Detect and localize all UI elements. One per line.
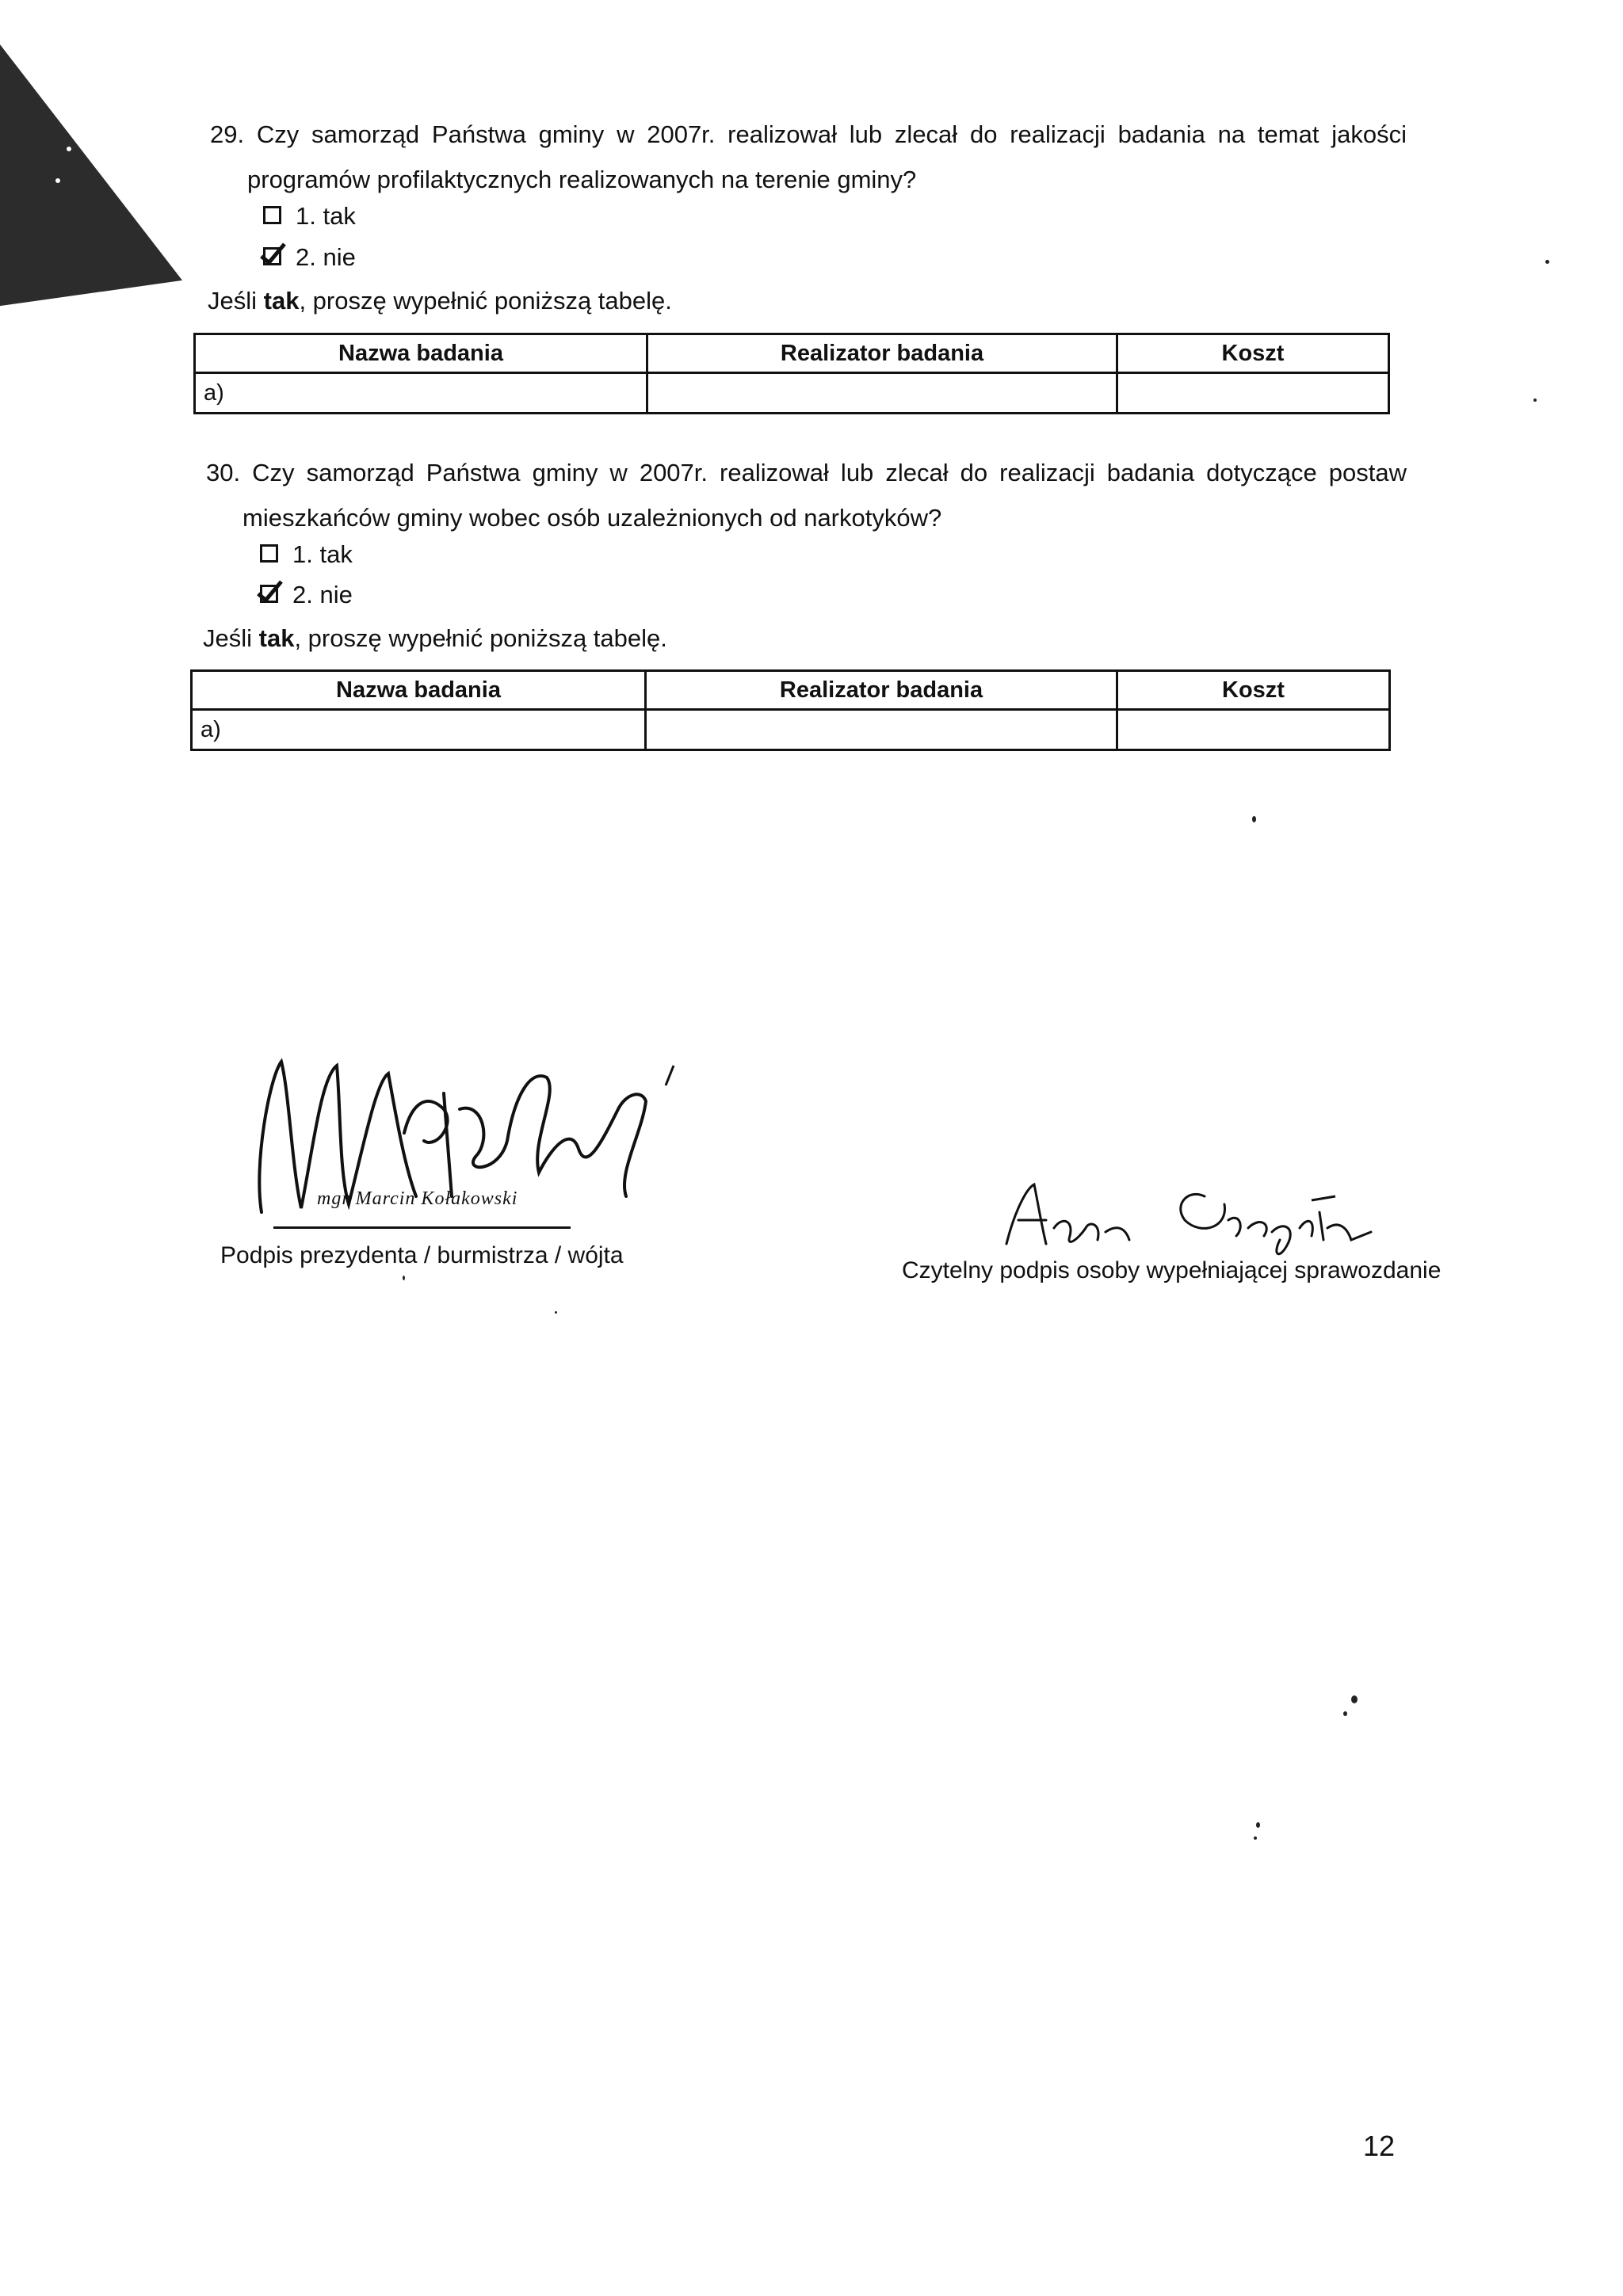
option-label: 1. tak [296,202,356,230]
question-29-line1 [210,119,1407,151]
scan-speck [1545,260,1549,264]
scan-edge-artifact [0,19,182,306]
scan-speck [55,178,60,183]
checked-checkbox[interactable] [263,247,281,265]
table-header-nazwa: Nazwa badania [195,334,647,373]
table-header-nazwa: Nazwa badania [192,671,646,710]
hint-suffix: , proszę wypełnić poniższą tabelę. [299,287,672,315]
question-30-hint [203,623,667,654]
signature-line-left [273,1226,571,1229]
question-29-option-tak[interactable] [263,200,356,232]
hint-prefix: Jeśli [203,624,259,652]
table-cell[interactable] [1117,710,1390,750]
question-29-text: Czy samorząd Państwa gminy w 2007r. realizował lub zlecał do realizacji badania na temat jakości [256,120,1407,148]
question-29-number: 29. [210,120,245,148]
table-header-koszt: Koszt [1117,671,1390,710]
question-30-line2: mieszkańców gminy wobec osób uzależnionych od narkotyków? [242,504,942,532]
table-header-realizator: Realizator badania [646,671,1117,710]
handwritten-signature-right [999,1173,1379,1268]
scan-speck [1533,399,1537,402]
signature-caption-left: Podpis prezydenta / burmistrza / wójta [220,1242,624,1268]
scan-speck [1351,1695,1358,1703]
question-30-option-tak[interactable] [260,539,353,570]
scan-speck [67,147,71,151]
table-cell[interactable] [646,710,1117,750]
question-29-hint [208,285,672,317]
option-label: 2. nie [296,243,356,271]
question-29-line2: programów profilaktycznych realizowanych na terenie gminy? [247,166,917,193]
signature-caption-right: Czytelny podpis osoby wypełniającej sprawozdanie [902,1257,1442,1283]
scan-speck [78,63,82,68]
scan-speck [1343,1711,1347,1716]
hint-bold: tak [258,624,295,652]
hint-prefix: Jeśli [208,287,264,315]
scan-speck [1254,1836,1257,1840]
table-header-realizator: Realizator badania [647,334,1117,373]
stamp-name: mgr Marcin Kołakowski [317,1188,518,1209]
table-header-koszt: Koszt [1117,334,1389,373]
checked-checkbox[interactable] [260,585,278,603]
checkbox[interactable] [260,544,278,563]
option-label: 2. nie [292,581,353,608]
question-30-line1 [206,457,1407,489]
question-30-option-nie[interactable] [260,579,353,611]
page-number: 12 [1363,2130,1396,2162]
hint-bold: tak [263,287,300,315]
scan-speck [71,91,76,96]
question-30-number: 30. [206,459,241,486]
scan-speck [1256,1822,1260,1828]
table-row [192,710,1390,750]
question-30-table [190,669,1391,751]
table-cell[interactable] [1117,373,1389,414]
question-30-text: Czy samorząd Państwa gminy w 2007r. realizował lub zlecał do realizacji badania dotyczące postaw [252,459,1407,486]
table-header-row [192,671,1390,710]
scan-speck [403,1276,405,1280]
table-cell[interactable]: a) [195,373,647,414]
option-label: 1. tak [292,540,353,568]
table-row [195,373,1389,414]
checkbox[interactable] [263,206,281,224]
question-29-option-nie[interactable] [263,242,356,273]
table-header-row [195,334,1389,373]
question-29-table [193,333,1390,414]
table-cell[interactable] [647,373,1117,414]
table-cell[interactable]: a) [192,710,646,750]
scan-speck [1252,816,1256,822]
scan-speck [555,1311,557,1314]
hint-suffix: , proszę wypełnić poniższą tabelę. [294,624,667,652]
